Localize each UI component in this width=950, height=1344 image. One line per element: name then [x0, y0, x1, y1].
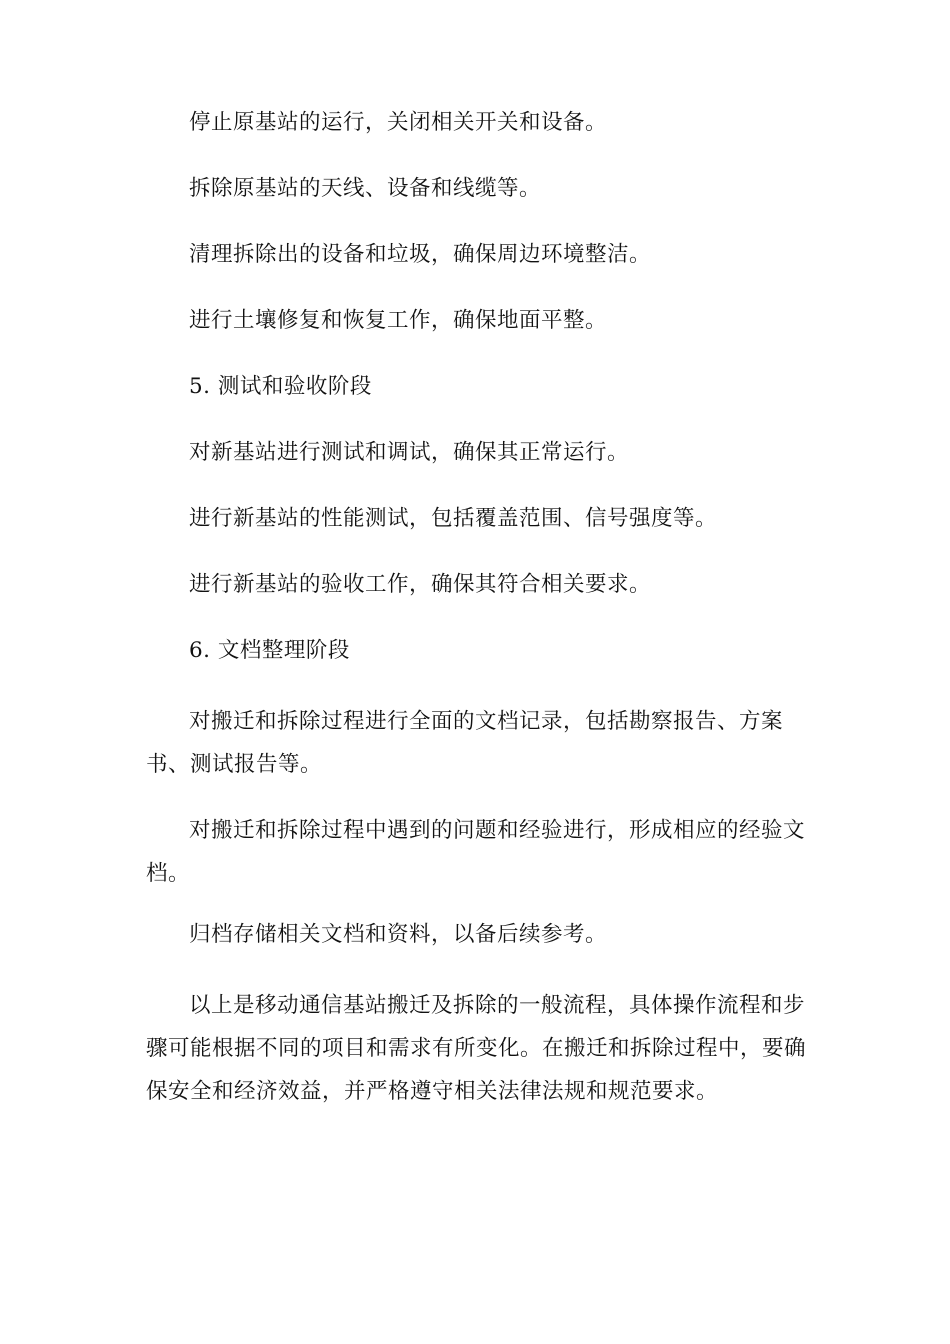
paragraph: 归档存储相关文档和资料，以备后续参考。	[189, 922, 608, 947]
paragraph: 清理拆除出的设备和垃圾，确保周边环境整洁。	[189, 242, 652, 267]
paragraph: 进行新基站的性能测试，包括覆盖范围、信号强度等。	[189, 506, 718, 531]
paragraph: 以上是移动通信基站搬迁及拆除的一般流程，具体操作流程和步骤可能根据不同的项目和需求有所变化。在搬迁和拆除过程中，要确保安全和经济效益，并严格遵守相关法律法规和规范要求。	[146, 993, 807, 1104]
paragraph: 进行新基站的验收工作，确保其符合相关要求。	[189, 572, 652, 597]
document-body	[146, 106, 806, 1136]
paragraph: 对新基站进行测试和调试，确保其正常运行。	[189, 440, 630, 465]
section-heading: 5. 测试和验收阶段	[189, 374, 372, 399]
paragraph: 进行土壤修复和恢复工作，确保地面平整。	[189, 308, 608, 333]
paragraph: 拆除原基站的天线、设备和线缆等。	[189, 176, 542, 201]
paragraph: 停止原基站的运行，关闭相关开关和设备。	[189, 110, 608, 135]
paragraph: 对搬迁和拆除过程中遇到的问题和经验进行，形成相应的经验文档。	[146, 818, 806, 886]
section-heading: 6. 文档整理阶段	[189, 638, 350, 663]
paragraph: 对搬迁和拆除过程进行全面的文档记录，包括勘察报告、方案书、测试报告等。	[146, 709, 784, 777]
